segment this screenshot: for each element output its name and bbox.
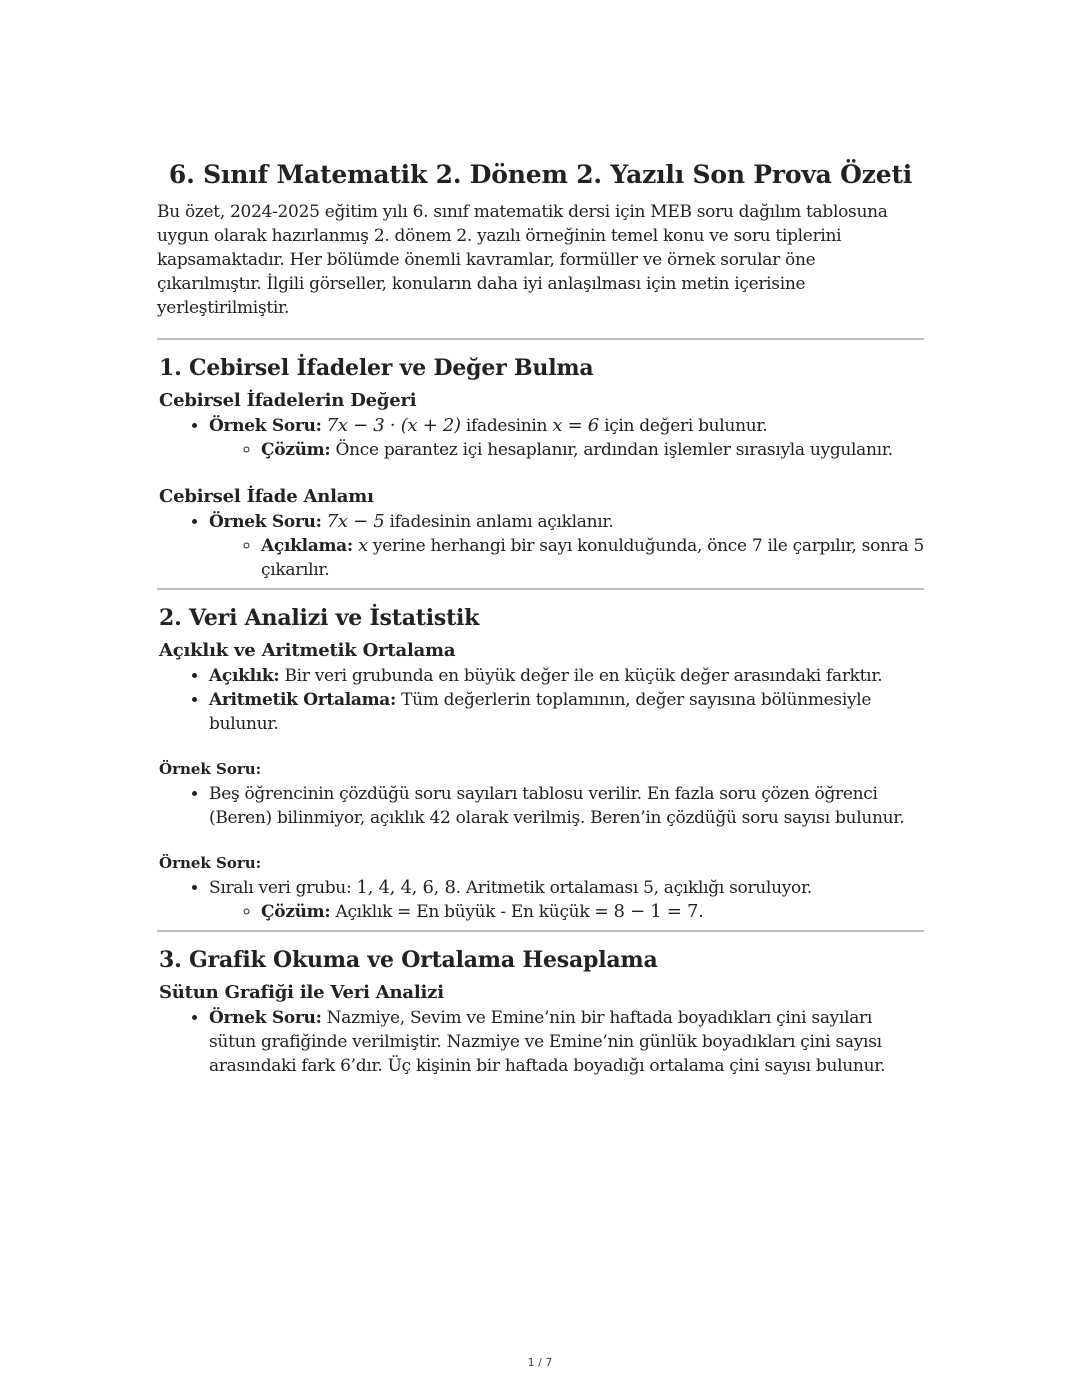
- item-label: Açıklık:: [209, 666, 280, 686]
- item-text: Bir veri grubunda en büyük değer ile en küçük değer arasındaki farktır.: [284, 666, 883, 686]
- list-item: [261, 534, 924, 582]
- math-expression: 8 − 1 = 7: [613, 901, 699, 922]
- section-divider: [157, 930, 924, 932]
- item-label: Örnek Soru:: [209, 416, 322, 436]
- bullet-list: [157, 510, 924, 582]
- subsection-heading: Sütun Grafiği ile Veri Analizi: [159, 982, 444, 1003]
- list-item: [209, 688, 924, 736]
- sub-bullet-list: [209, 438, 924, 462]
- example-heading: Örnek Soru:: [159, 854, 262, 872]
- sub-bullet-list: [209, 900, 924, 924]
- item-text: ifadesinin: [465, 416, 548, 436]
- bullet-list: [157, 876, 924, 924]
- list-item: [261, 438, 924, 462]
- bullet-list: [157, 1006, 924, 1078]
- bullet-list: [157, 664, 924, 736]
- page-number: 1 / 7: [527, 1356, 553, 1369]
- item-text: . Aritmetik ortalaması 5, açıklığı soruluyor.: [455, 878, 813, 898]
- example-heading: Örnek Soru:: [159, 760, 262, 778]
- section-divider: [157, 588, 924, 590]
- item-text: yerine herhangi bir sayı konulduğunda, önce 7 ile çarpılır, sonra 5 çıkarılır.: [261, 536, 924, 580]
- item-text: Açıklık = En büyük - En küçük =: [335, 902, 609, 922]
- section-3-heading: 3. Grafik Okuma ve Ortalama Hesaplama: [159, 947, 658, 973]
- item-text: Tüm değerlerin toplamının, değer sayısına bölünmesiyle bulunur.: [209, 690, 872, 734]
- sub-bullet-list: [209, 534, 924, 582]
- document-content: [157, 158, 924, 1078]
- item-text: için değeri bulunur.: [604, 416, 768, 436]
- list-item: • Beş öğrencinin çözdüğü soru sayıları tablosu verilir. En fazla soru çözen öğrenci (Beren) bilinmiyor, açıklık 42 olarak verilmiş. Beren’in çözdüğü soru sayısı bulunur.: [209, 782, 924, 830]
- item-text: .: [698, 902, 704, 922]
- item-text: Sıralı veri grubu:: [209, 878, 352, 898]
- item-label: Çözüm:: [261, 440, 331, 460]
- section-divider: [157, 338, 924, 340]
- bullet-list: [157, 414, 924, 462]
- intro-paragraph: Bu özet, 2024-2025 eğitim yılı 6. sınıf matematik dersi için MEB soru dağılım tablosuna uygun olarak hazırlanmış 2. dönem 2. yazılı örneğinin temel konu ve soru tiplerini kapsamaktadır. Her bölümde önemli kavramlar, formüller ve örnek sorular öne çıkarılmıştır. İlgili görseller, konuların daha iyi anlaşılması için metin içerisine yerleştirilmiştir.: [157, 202, 888, 318]
- list-item: [209, 664, 924, 688]
- item-label: Aritmetik Ortalama:: [209, 690, 396, 710]
- section-1-heading: 1. Cebirsel İfadeler ve Değer Bulma: [159, 355, 594, 381]
- subsection-heading: Cebirsel İfadelerin Değeri: [159, 390, 417, 411]
- item-label: Açıklama:: [261, 536, 353, 556]
- item-text: Önce parantez içi hesaplanır, ardından işlemler sırasıyla uygulanır.: [335, 440, 893, 460]
- math-expression: x = 6: [552, 415, 599, 436]
- item-label: Örnek Soru:: [209, 1008, 322, 1028]
- math-expression: 7x − 3 · (x + 2): [326, 415, 461, 436]
- item-label: Çözüm:: [261, 902, 331, 922]
- bullet-list: [157, 782, 924, 830]
- list-item: [209, 510, 924, 582]
- item-text: Nazmiye, Sevim ve Emine’nin bir haftada boyadıkları çini sayıları sütun grafiğinde verilmiştir. Nazmiye ve Emine’nin günlük boyadıkları çini sayısı arasındaki fark 6’dır. Üç kişinin bir haftada boyadığı ortalama çini sayısı bulunur.: [209, 1008, 886, 1076]
- page-title: 6. Sınıf Matematik 2. Dönem 2. Yazılı Son Prova Özeti: [168, 160, 913, 189]
- list-item: [209, 414, 924, 462]
- subsection-heading: Açıklık ve Aritmetik Ortalama: [159, 640, 456, 661]
- list-item: [209, 876, 924, 924]
- list-item: [209, 1006, 924, 1078]
- subsection-heading: Cebirsel İfade Anlamı: [159, 486, 374, 507]
- list-item: [261, 900, 924, 924]
- item-text: ifadesinin anlamı açıklanır.: [389, 512, 614, 532]
- section-2-heading: 2. Veri Analizi ve İstatistik: [159, 605, 480, 631]
- math-variable: x: [357, 535, 368, 556]
- math-expression: 1, 4, 4, 6, 8: [356, 877, 456, 898]
- item-label: Örnek Soru:: [209, 512, 322, 532]
- math-expression: 7x − 5: [326, 511, 385, 532]
